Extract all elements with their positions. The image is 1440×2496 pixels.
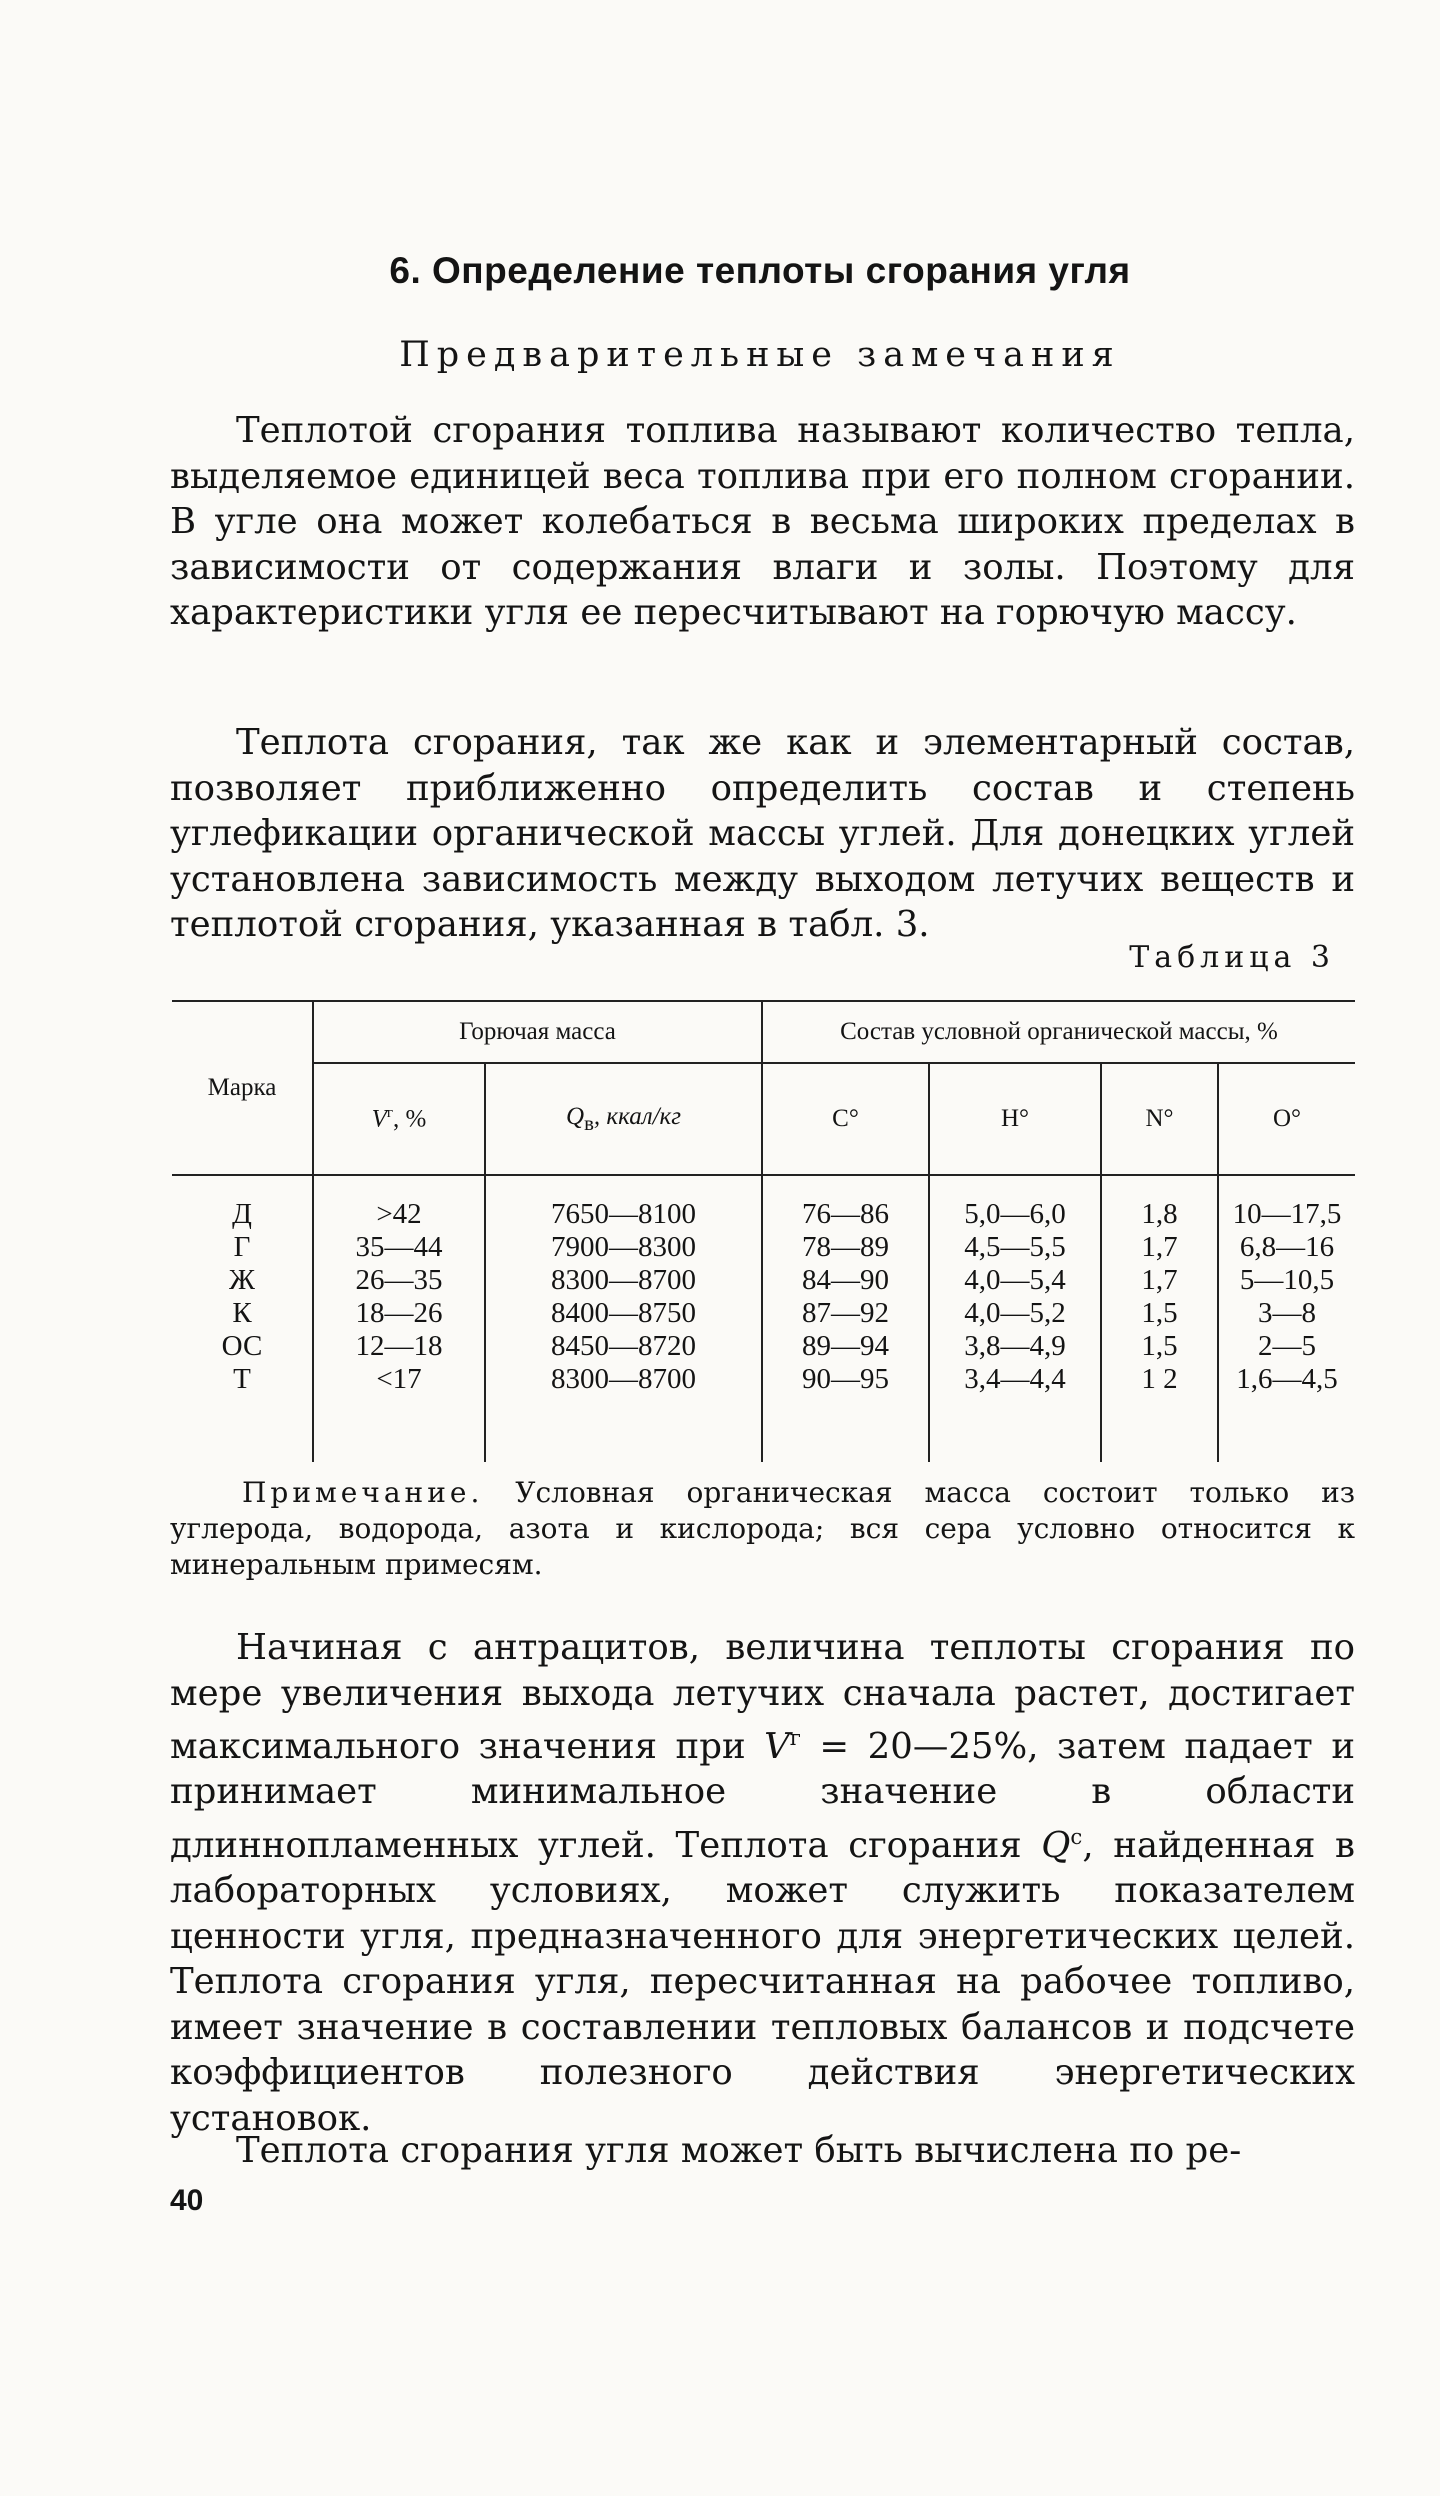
col-h [929,1175,1101,1462]
cell: 8400—8750 [551,1297,696,1329]
header-o: О° [1218,1063,1355,1175]
cell: 8300—8700 [551,1363,696,1395]
paragraph-3-part3: , найденная в лабораторных условиях, может служить показателем ценности угля, предназначенного для энергетических целей. Теплота сгорания угля, пересчитанная на рабочее топливо, имеет значение в составлении тепловых балансов и подсчете коэффициентов полезного действия энергетических установок. [170,1824,1356,2139]
cell: 5,0—6,0 [964,1198,1066,1230]
header-n: N° [1101,1063,1218,1175]
col-v [313,1175,485,1462]
cell: 1 2 [1141,1363,1178,1395]
note-label: Примечание. [242,1476,484,1509]
cell: 3,8—4,9 [964,1330,1066,1362]
cell: 90—95 [802,1363,889,1395]
paragraph-3 [170,1625,1355,2141]
cell: 2—5 [1258,1330,1316,1362]
cell: Т [233,1363,251,1395]
header-combustible-mass: Горючая масса [313,1001,762,1063]
header-c: С° [762,1063,929,1175]
cell: 1,6—4,5 [1236,1363,1338,1395]
header-v-sup: г [386,1104,394,1121]
col-o [1218,1175,1355,1462]
cell: 89—94 [802,1330,889,1362]
cell: 4,5—5,5 [964,1231,1066,1263]
col-q [485,1175,762,1462]
header-v [313,1063,485,1175]
section-heading: 6. Определение теплоты сгорания угля [389,250,1131,291]
cell: 26—35 [355,1264,443,1296]
paragraph-2: Теплота сгорания, так же как и элементарный состав, позволяет приближенно определить состав и степень углефикации органической массы углей. Для донецких углей установлена зависимость между выходом летучих веществ и теплотой сгорания, указанная в табл. 3. [170,722,1355,945]
header-marka: Марка [172,1001,313,1175]
col-c [762,1175,929,1462]
table-caption: Таблица 3 [1129,940,1335,975]
paragraph-1: Теплотой сгорания топлива называют количество тепла, выделяемое единицей веса топлива при его полном сгорании. В угле она может колебаться в весьма широких пределах в зависимости от содержания влаги и золы. Поэтому для характеристики угля ее пересчитывают на горючую массу. [170,410,1355,633]
cell: 1,8 [1141,1198,1178,1230]
v-sup: г [789,1726,801,1751]
header-q-sub: в [584,1110,594,1135]
v-symbol: V [764,1725,790,1767]
cell: 1,5 [1141,1297,1178,1329]
header-h: Н° [929,1063,1101,1175]
page-number: 40 [170,2184,204,2217]
cell: 6,8—16 [1239,1231,1335,1263]
table-note [170,1475,1355,1583]
cell: Д [232,1198,252,1230]
cell: 1,7 [1141,1264,1178,1296]
cell: К [232,1297,252,1329]
cell: 4,0—5,4 [964,1264,1066,1296]
cell: 84—90 [802,1264,889,1296]
cell: 10—17,5 [1232,1198,1342,1230]
cell: 18—26 [355,1297,443,1329]
cell: Ж [229,1264,255,1296]
paragraph-3-part2: = 20—25%, затем падает и принимает минимальное значение в области длиннопламенных углей. Теплота сгорания [170,1725,1355,1866]
cell: 1,5 [1141,1330,1178,1362]
q-sup: с [1070,1824,1083,1850]
cell: 1,7 [1141,1231,1178,1263]
cell: 8300—8700 [551,1264,696,1296]
cell: 76—86 [802,1198,889,1230]
cell: 7900—8300 [551,1231,696,1263]
cell: >42 [376,1198,422,1230]
cell: 5—10,5 [1239,1264,1335,1296]
cell: 3,4—4,4 [964,1363,1066,1395]
header-v-symbol: V [371,1105,387,1133]
cell: ОС [221,1330,263,1362]
header-q-symbol: Q [566,1102,585,1130]
cell: 4,0—5,2 [964,1297,1066,1329]
paragraph-3-part1: Начиная с антрацитов, величина теплоты сгорания по мере увеличения выхода летучих сначала растет, достигает максимального значения при [170,1627,1355,1767]
cell: 8450—8720 [551,1330,696,1362]
col-marka [172,1175,313,1462]
header-q [485,1063,762,1175]
header-v-unit: , % [393,1105,427,1133]
coal-properties-table [172,1000,1355,1462]
header-q-unit: , ккал/кг [593,1102,681,1130]
cell: 87—92 [802,1297,889,1329]
cell: <17 [376,1363,422,1395]
cell: 7650—8100 [551,1198,696,1230]
paragraph-4: Теплота сгорания угля может быть вычислена по ре- [236,2130,1242,2171]
col-n [1101,1175,1218,1462]
q-symbol: Q [1041,1824,1071,1866]
header-organic-composition: Состав условной органической массы, % [762,1001,1355,1063]
cell: 12—18 [355,1330,443,1362]
note-text: Условная органическая масса состоит только из углерода, водорода, азота и кислорода; вся сера условно относится к минеральным примесям. [170,1476,1356,1581]
cell: 35—44 [355,1231,443,1263]
cell: Г [233,1231,251,1263]
subheading: Предварительные замечания [399,335,1121,375]
cell: 3—8 [1258,1297,1316,1329]
cell: 78—89 [802,1231,889,1263]
